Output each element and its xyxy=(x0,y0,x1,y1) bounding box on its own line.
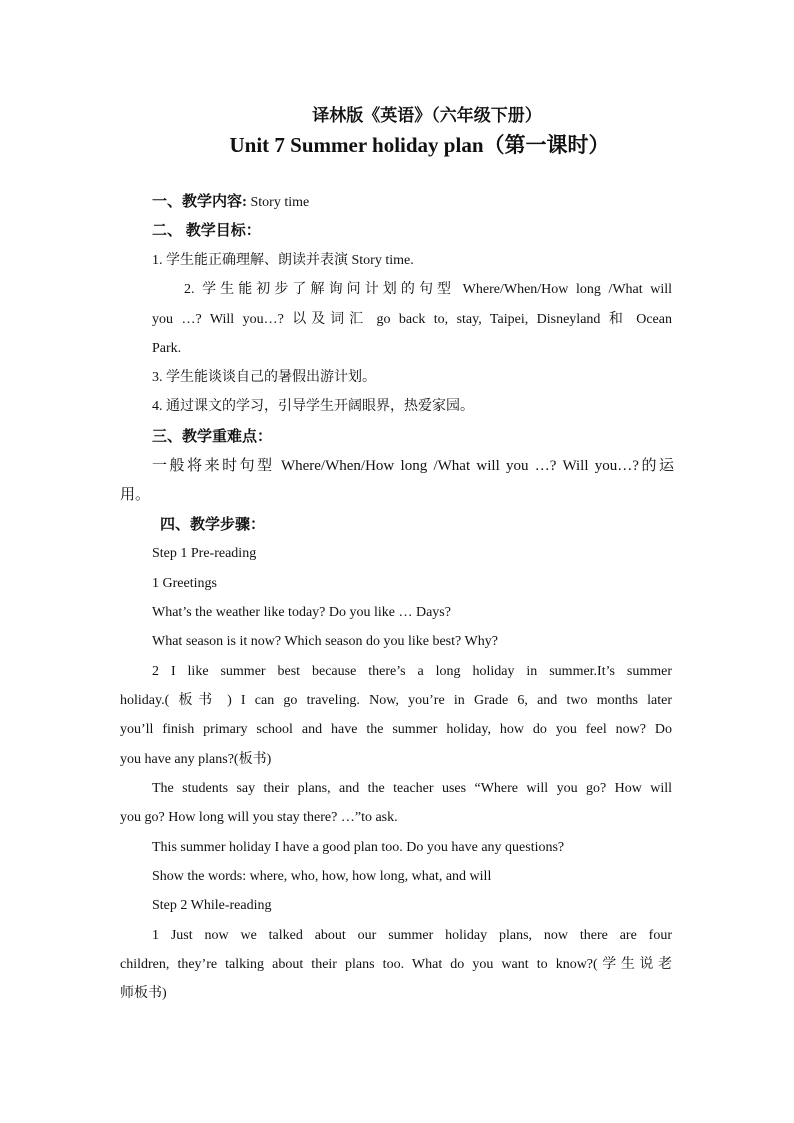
para-2-line-2: holiday.( 板书 ) I can go traveling. Now, you’re in Grade 6, and two months later xyxy=(120,693,672,708)
section-1-label: 一、教学内容: xyxy=(152,194,247,210)
goal-2-line-2: you …? Will you…? 以及词汇 go back to, stay, Taipei, Disneyland 和 Ocean xyxy=(152,312,672,327)
goal-4: 4. 通过课文的学习，引导学生开阔眼界，热爱家园。 xyxy=(152,399,474,414)
section-3-label: 三、教学重难点： xyxy=(152,429,273,445)
key-point-line-1: 一般将来时句型 Where/When/How long /What will you …? Will you…?的运 xyxy=(152,458,674,474)
section-2-label: 二、 教学目标： xyxy=(152,223,261,239)
para-2-line-4: you have any plans?(板书) xyxy=(120,752,272,767)
para-5: Show the words: where, who, how, how long, what, and will xyxy=(152,869,492,884)
document-title: 译林版《英语》（六年级下册） xyxy=(312,106,542,125)
para-2-line-1: 2 I like summer best because there’s a long holiday in summer.It’s summer xyxy=(152,664,672,679)
para-2-line-3: you’ll finish primary school and have the summer holiday, how do you feel now? Do xyxy=(120,722,672,737)
unit-title: Unit 7 Summer holiday plan（第一课时） xyxy=(229,133,610,157)
greetings: 1 Greetings xyxy=(152,576,217,591)
step-2-heading: Step 2 While-reading xyxy=(152,898,272,913)
para-6-line-2: children, they’re talking about their plans too. What do you want to know?(学生说老 xyxy=(120,957,672,972)
goal-1: 1. 学生能正确理解、朗读并表演 Story time. xyxy=(152,253,414,268)
para-6-line-1: 1 Just now we talked about our summer holiday plans, now there are four xyxy=(152,928,672,943)
section-1-value: Story time xyxy=(247,195,310,210)
question-2: What season is it now? Which season do you like best? Why? xyxy=(152,634,498,649)
section-4-label: 四、教学步骤： xyxy=(160,517,266,533)
para-3-line-1: The students say their plans, and the teacher uses “Where will you go? How will xyxy=(152,781,672,796)
para-6-line-3: 师板书) xyxy=(120,986,167,1001)
goal-2-line-1: 2. 学生能初步了解询问计划的句型 Where/When/How long /What will xyxy=(184,282,672,297)
goal-2-line-3: Park. xyxy=(152,341,182,356)
step-1-heading: Step 1 Pre-reading xyxy=(152,546,257,561)
key-point-line-2: 用。 xyxy=(120,487,151,503)
question-1: What’s the weather like today? Do you like … Days? xyxy=(152,605,451,620)
para-3-line-2: you go? How long will you stay there? …”to ask. xyxy=(120,810,398,825)
goal-3: 3. 学生能谈谈自己的暑假出游计划。 xyxy=(152,370,376,385)
para-4: This summer holiday I have a good plan too. Do you have any questions? xyxy=(152,840,565,855)
section-1 xyxy=(152,192,309,213)
